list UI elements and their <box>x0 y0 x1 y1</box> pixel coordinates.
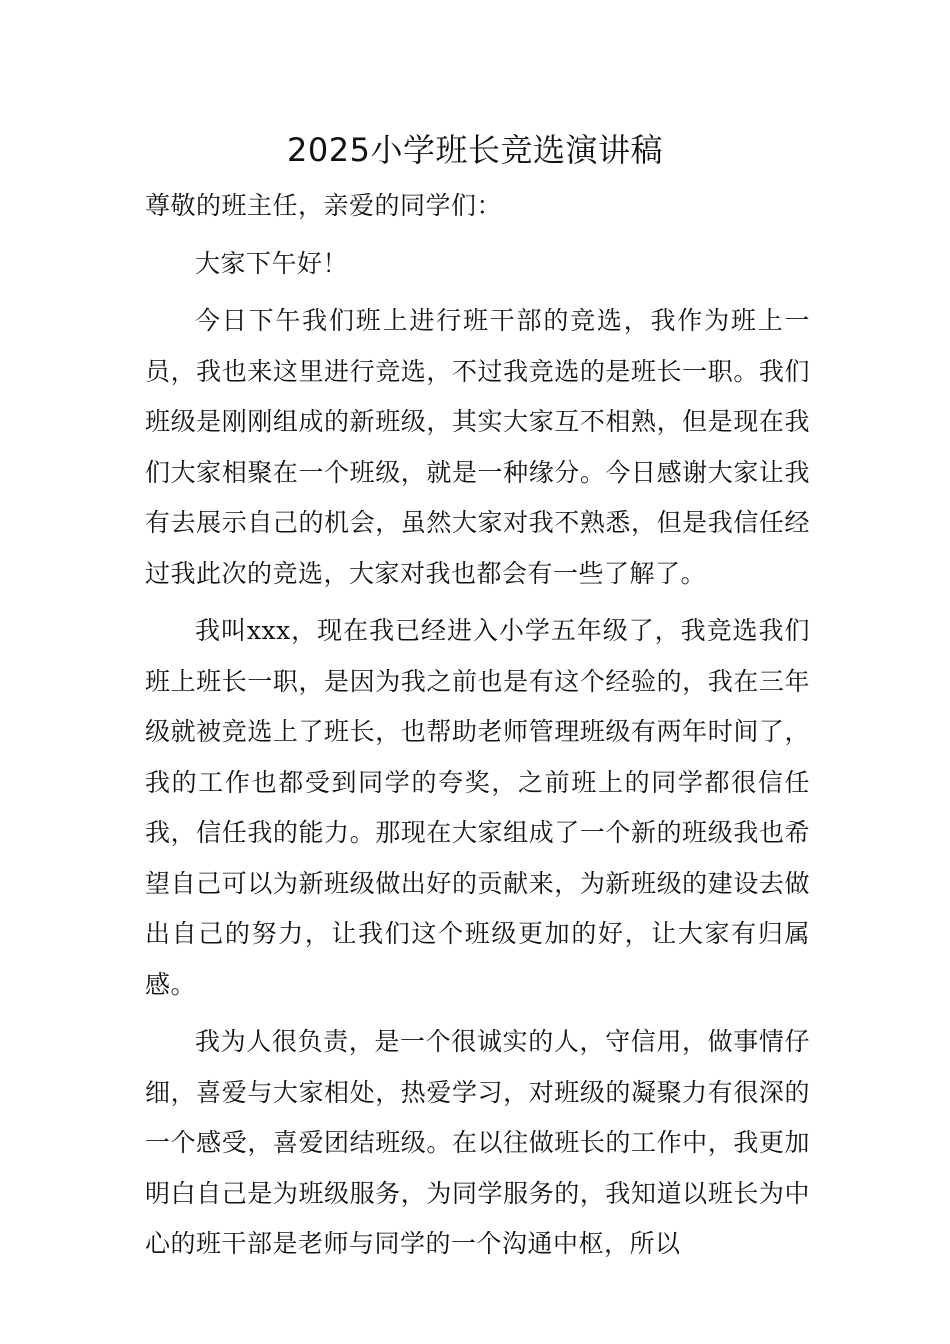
document-body <box>145 181 810 1270</box>
paragraph-personality: 我为人很负责，是一个很诚实的人，守信用，做事情仔细，喜爱与大家相处，热爱学习，对班级的凝聚力有很深的一个感受，喜爱团结班级。在以往做班长的工作中，我更加明白自己是为班级服务，为同学服务的，我知道以班长为中心的班干部是老师与同学的一个沟通中枢，所以 <box>145 1027 810 1258</box>
paragraph-greeting: 大家下午好！ <box>195 248 349 278</box>
salutation: 尊敬的班主任，亲爱的同学们： <box>145 191 503 220</box>
paragraph-experience: 我叫xxx，现在我已经进入小学五年级了，我竞选我们班上班长一职，是因为我之前也是有这个经验的，我在三年级就被竞选上了班长，也帮助老师管理班级有两年时间了，我的工作也都受到同学的夸奖，之前班上的同学都很信任我，信任我的能力。那现在大家组成了一个新的班级我也希望自己可以为新班级做出好的贡献来，为新班级的建设去做出自己的努力，让我们这个班级更加的好，让大家有归属感。 <box>145 616 810 999</box>
document-title: 2025小学班长竞选演讲稿 <box>287 131 663 169</box>
paragraph-introduction: 今日下午我们班上进行班干部的竞选，我作为班上一员，我也来这里进行竞选，不过我竞选的是班长一职。我们班级是刚刚组成的新班级，其实大家互不相熟，但是现在我们大家相聚在一个班级，就是一种缘分。今日感谢大家让我有去展示自己的机会，虽然大家对我不熟悉，但是我信任经过我此次的竞选，大家对我也都会有一些了解了。 <box>145 306 810 588</box>
